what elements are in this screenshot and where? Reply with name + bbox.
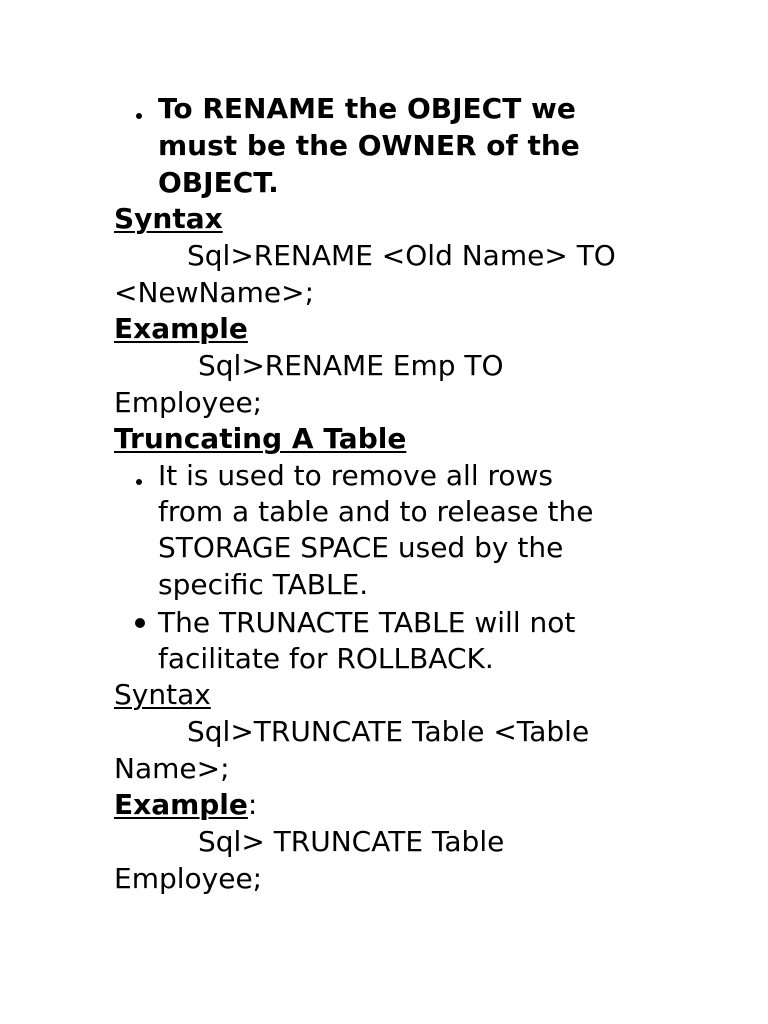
example-colon: : — [247, 788, 258, 821]
bullet2-line1: It is used to remove all rows — [158, 459, 554, 492]
syntax-heading: Syntax — [114, 202, 223, 235]
example-heading-row — [114, 787, 257, 823]
bullet-marker — [136, 479, 142, 485]
bullet3-line1: The TRUNACTE TABLE will not — [158, 606, 576, 639]
example-line: Sql>RENAME Emp TO — [198, 349, 504, 382]
section-heading: Truncating A Table — [114, 422, 407, 455]
example-line-continued: Employee; — [114, 386, 263, 419]
bullet1-line2: must be the OWNER of the — [158, 129, 580, 162]
bullet2-line4: specific TABLE. — [158, 568, 369, 601]
example-line-continued: Employee; — [114, 862, 263, 895]
syntax-heading: Syntax — [114, 678, 211, 711]
bullet-marker — [135, 618, 145, 628]
syntax-line: Sql>RENAME <Old Name> TO — [187, 239, 616, 272]
bullet1-line1: To RENAME the OBJECT we — [158, 92, 576, 125]
example-line: Sql> TRUNCATE Table — [198, 825, 505, 858]
syntax-line: Sql>TRUNCATE Table <Table — [187, 715, 590, 748]
bullet-marker — [136, 113, 142, 119]
bullet1-line3: OBJECT. — [158, 166, 279, 199]
syntax-line-continued: Name>; — [114, 752, 230, 785]
syntax-line-continued: <NewName>; — [114, 276, 315, 309]
bullet2-line2: from a table and to release the — [158, 495, 594, 528]
example-heading: Example — [114, 312, 248, 345]
bullet2-line3: STORAGE SPACE used by the — [158, 531, 564, 564]
bullet3-line2: facilitate for ROLLBACK. — [158, 642, 494, 675]
example-heading: Example — [114, 788, 248, 821]
